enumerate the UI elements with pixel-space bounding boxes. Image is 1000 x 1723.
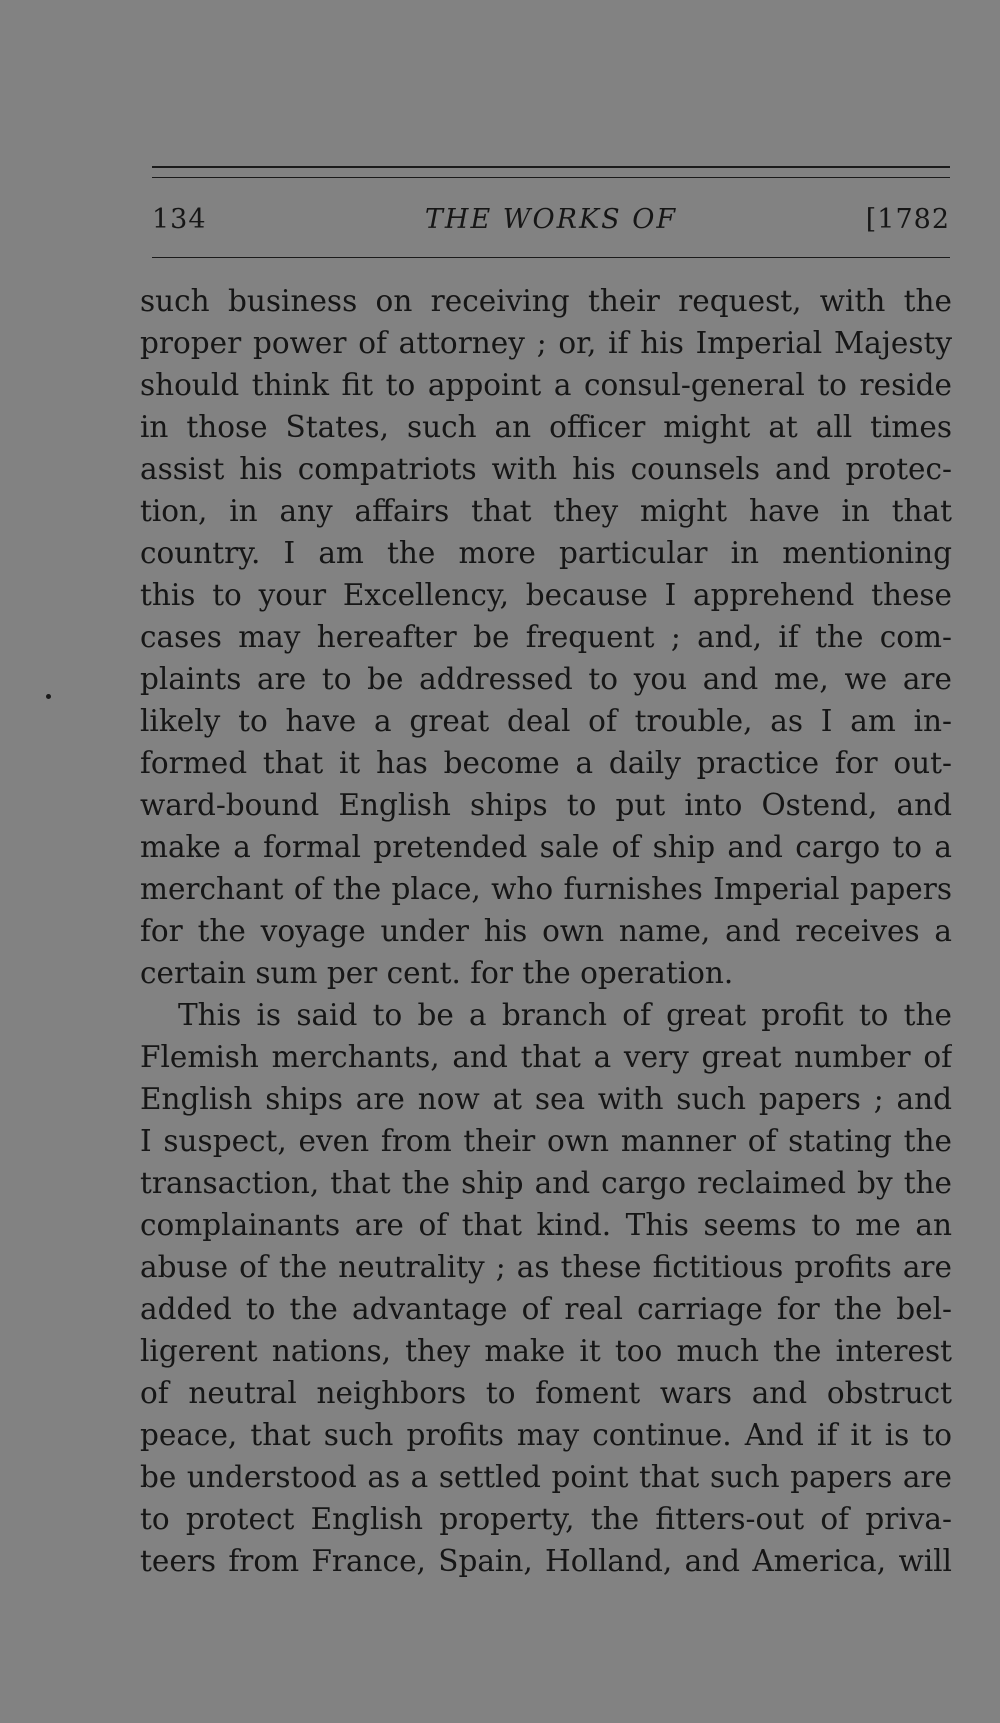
text-line: ligerent nations, they make it too much the interest: [140, 1334, 952, 1368]
text-line: peace, that such profits may continue. And if it is to: [140, 1418, 952, 1452]
text-line: in those States, such an officer might at all times: [140, 410, 952, 444]
text-line: merchant of the place, who furnishes Imperial papers: [140, 872, 952, 906]
text-line: likely to have a great deal of trouble, as I am in-: [140, 704, 952, 738]
text-line: teers from France, Spain, Holland, and America, will: [140, 1544, 952, 1578]
text-line: such business on receiving their request, with the: [140, 284, 952, 318]
top-rule-lower: [152, 177, 950, 178]
text-line: make a formal pretended sale of ship and cargo to a: [140, 830, 952, 864]
top-rule-upper: [152, 166, 950, 168]
text-line: cases may hereafter be frequent ; and, if the com-: [140, 620, 952, 654]
text-line: formed that it has become a daily practice for out-: [140, 746, 952, 780]
text-line: this to your Excellency, because I apprehend these: [140, 578, 952, 612]
text-line: assist his compatriots with his counsels and protec-: [140, 452, 952, 486]
scan-speck: [46, 694, 51, 699]
text-line: I suspect, even from their own manner of stating the: [140, 1124, 952, 1158]
text-line: complainants are of that kind. This seems to me an: [140, 1208, 952, 1242]
paragraph-start-line: This is said to be a branch of great profit to the: [178, 998, 952, 1032]
text-line: tion, in any affairs that they might have in that: [140, 494, 952, 528]
text-line: plaints are to be addressed to you and me, we are: [140, 662, 952, 696]
text-line: transaction, that the ship and cargo reclaimed by the: [140, 1166, 952, 1200]
text-line: proper power of attorney ; or, if his Imperial Majesty: [140, 326, 952, 360]
text-line: to protect English property, the fitters-out of priva-: [140, 1502, 952, 1536]
text-line: added to the advantage of real carriage for the bel-: [140, 1292, 952, 1326]
text-line: be understood as a settled point that such papers are: [140, 1460, 952, 1494]
text-line: for the voyage under his own name, and receives a: [140, 914, 952, 948]
running-title: THE WORKS OF: [424, 204, 678, 235]
page-number: 134: [152, 204, 207, 235]
text-line: English ships are now at sea with such papers ; and: [140, 1082, 952, 1116]
page-body: [140, 280, 952, 1582]
text-line: certain sum per cent. for the operation.: [140, 956, 734, 990]
text-line: ward-bound English ships to put into Ostend, and: [140, 788, 952, 822]
header-rule: [152, 257, 950, 258]
text-line: abuse of the neutrality ; as these fictitious profits are: [140, 1250, 952, 1284]
running-header: [152, 198, 950, 242]
text-line: country. I am the more particular in mentioning: [140, 536, 952, 570]
text-line: Flemish merchants, and that a very great number of: [140, 1040, 952, 1074]
year-marker: [1782: [865, 204, 950, 235]
text-line: should think fit to appoint a consul-general to reside: [140, 368, 952, 402]
text-line: of neutral neighbors to foment wars and obstruct: [140, 1376, 952, 1410]
